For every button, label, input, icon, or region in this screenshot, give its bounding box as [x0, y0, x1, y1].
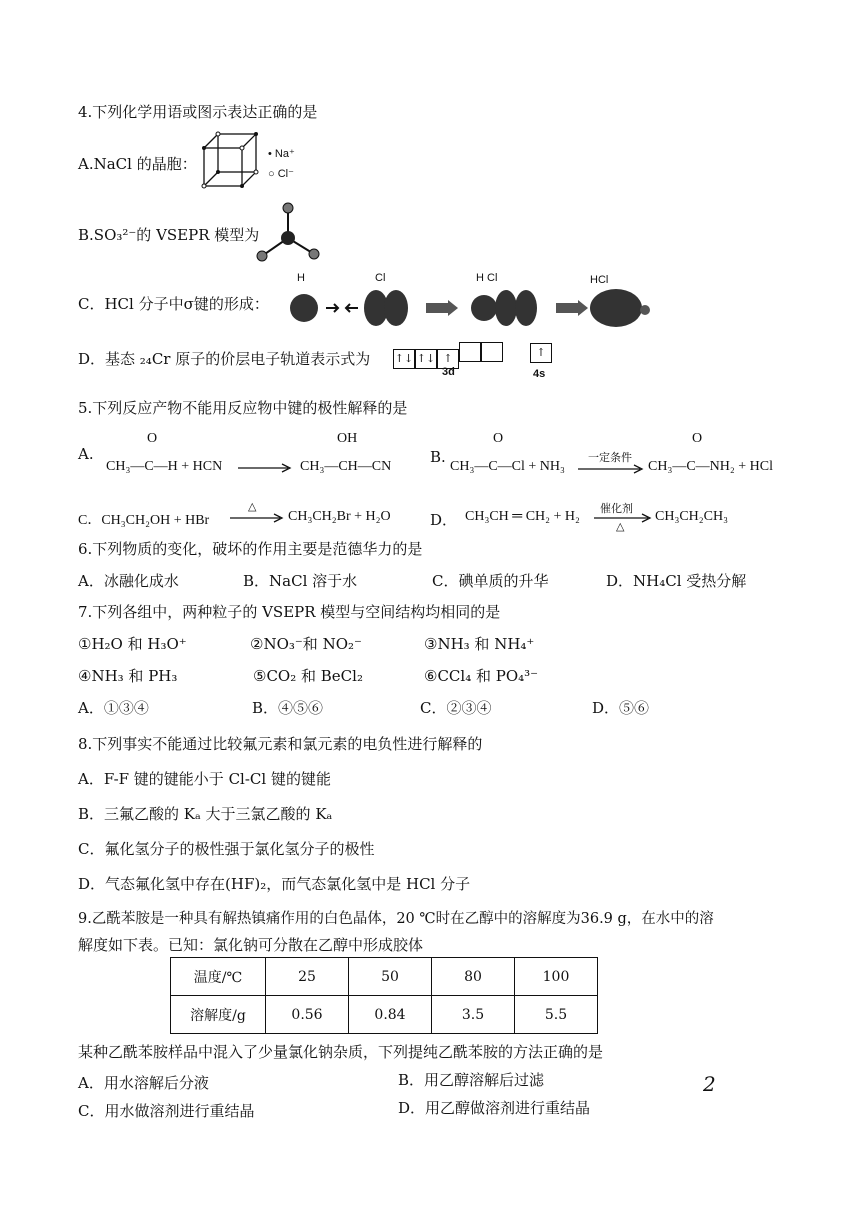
- solubility-table: [170, 957, 598, 1034]
- table-cell: 100: [515, 958, 598, 996]
- heat-condition: △: [616, 521, 625, 533]
- 3d-orbital-boxes: [393, 342, 503, 369]
- orbital-box: [459, 342, 481, 362]
- carbonyl-o: O: [147, 431, 158, 446]
- q5-a-product: CH₃—CH—CN: [300, 459, 392, 474]
- q5-option-b-label: B.: [430, 448, 446, 466]
- table-cell: 50: [349, 958, 432, 996]
- q6-option-b: B．NaCl 溶于水: [243, 572, 358, 590]
- q4-option-c: C．HCl 分子中σ键的形成：: [78, 295, 269, 313]
- table-cell: 温度/℃: [171, 958, 266, 996]
- catalyst-condition: 催化剂: [600, 503, 633, 515]
- sigma-bond-formation-diagram: [286, 284, 656, 332]
- q4-option-d: D．基态 ₂₄Cr 原子的价层电子轨道表示式为: [78, 350, 371, 368]
- nacl-unit-cell-diagram: [200, 128, 264, 190]
- table-cell: 5.5: [515, 996, 598, 1034]
- q7-pair-4: ④NH₃ 和 PH₃: [78, 667, 178, 685]
- q7-pair-3: ③NH₃ 和 NH₄⁺: [424, 635, 535, 653]
- q6-option-c: C．碘单质的升华: [432, 572, 549, 590]
- q5-option-c: C．CH₃CH₂OH + HBr: [78, 513, 210, 528]
- q7-stem: 7.下列各组中，两种粒子的 VSEPR 模型与空间结构均相同的是: [78, 603, 501, 621]
- q9-option-a: A．用水溶解后分液: [78, 1074, 209, 1092]
- reaction-condition: 一定条件: [588, 452, 632, 464]
- q4-stem: 4.下列化学用语或图示表达正确的是: [78, 103, 318, 121]
- handwritten-page-mark: 2: [703, 1072, 716, 1096]
- h-label: H: [297, 272, 305, 284]
- q4-option-b: B.SO₃²⁻的 VSEPR 模型为: [78, 226, 260, 244]
- q5-option-a-label: A.: [78, 445, 94, 463]
- q5-d-product: CH₃CH₂CH₃: [655, 509, 728, 524]
- hcl-label: HCl: [590, 274, 609, 286]
- q5-b-reactant: CH₃—C—Cl + NH₃: [450, 459, 565, 474]
- q9-option-b: B．用乙醇溶解后过滤: [398, 1071, 545, 1089]
- orbital-box: ↑: [530, 343, 552, 363]
- table-cell: 3.5: [432, 996, 515, 1034]
- 4s-label: 4s: [533, 368, 546, 380]
- q4-option-a: A.NaCl 的晶胞：: [78, 155, 197, 173]
- carbonyl-o: O: [692, 431, 703, 446]
- q9-stem-line3: 某种乙酰苯胺样品中混入了少量氯化钠杂质，下列提纯乙酰苯胺的方法正确的是: [78, 1043, 604, 1061]
- orbital-box: ↑↓: [393, 349, 415, 369]
- q8-option-c: C．氟化氢分子的极性强于氯化氢分子的极性: [78, 840, 375, 858]
- q8-option-b: B．三氟乙酸的 Kₐ 大于三氯乙酸的 Kₐ: [78, 805, 333, 823]
- orbital-box: [481, 342, 503, 362]
- q9-stem-line1: 9.乙酰苯胺是一种具有解热镇痛作用的白色晶体，20 ℃时在乙醇中的溶解度为36.9 g，在水中的溶: [78, 911, 714, 927]
- q8-option-d: D．气态氟化氢中存在(HF)₂，而气态氯化氢中是 HCl 分子: [78, 875, 471, 893]
- q9-option-d: D．用乙醇做溶剂进行重结晶: [398, 1099, 591, 1117]
- q5-a-reactant: CH₃—C—H + HCN: [106, 459, 223, 474]
- table-cell: 25: [266, 958, 349, 996]
- q7-pair-6: ⑥CCl₄ 和 PO₄³⁻: [424, 667, 539, 685]
- 4s-orbital-box: [530, 342, 552, 363]
- table-row: [171, 996, 598, 1034]
- heat-condition: △: [248, 501, 257, 513]
- cl-legend: ○ Cl⁻: [268, 168, 294, 180]
- q5-option-d-label: D．: [430, 511, 458, 529]
- q7-pair-2: ②NO₃⁻和 NO₂⁻: [250, 635, 362, 653]
- q8-option-a: A．F-F 键的键能小于 Cl-Cl 键的键能: [78, 770, 331, 788]
- q9-stem-line2: 解度如下表。已知：氯化钠可分散在乙醇中形成胶体: [78, 936, 424, 954]
- q7-option-d: D．⑤⑥: [592, 699, 650, 717]
- hydroxyl-oh: OH: [337, 431, 358, 446]
- 3d-label: 3d: [442, 366, 455, 378]
- table-cell: 溶解度/g: [171, 996, 266, 1034]
- q6-stem: 6.下列物质的变化，破坏的作用主要是范德华力的是: [78, 540, 423, 558]
- cl-label: Cl: [375, 272, 386, 284]
- table-cell: 80: [432, 958, 515, 996]
- orbital-box: ↑↓: [415, 349, 437, 369]
- q5-stem: 5.下列反应产物不能用反应物中键的极性解释的是: [78, 399, 408, 417]
- reaction-arrow: [578, 463, 644, 475]
- orbital-box: ↑: [437, 349, 459, 369]
- q6-option-d: D．NH₄Cl 受热分解: [606, 572, 747, 590]
- table-row: [171, 958, 598, 996]
- q5-d-reactant: CH₃CH ═ CH₂ + H₂: [465, 509, 580, 524]
- carbonyl-o: O: [493, 431, 504, 446]
- q7-option-a: A．①③④: [78, 699, 149, 717]
- vsepr-model-diagram: [252, 200, 324, 266]
- reaction-arrow: [230, 512, 284, 524]
- q5-c-product: CH₃CH₂Br + H₂O: [288, 509, 391, 524]
- q7-option-c: C．②③④: [420, 699, 492, 717]
- q5-b-product: CH₃—C—NH₂ + HCl: [648, 459, 774, 474]
- q9-option-c: C．用水做溶剂进行重结晶: [78, 1102, 255, 1120]
- table-cell: 0.84: [349, 996, 432, 1034]
- table-cell: 0.56: [266, 996, 349, 1034]
- q7-pair-5: ⑤CO₂ 和 BeCl₂: [253, 667, 363, 685]
- q7-pair-1: ①H₂O 和 H₃O⁺: [78, 635, 187, 653]
- hcl-atoms-label: H Cl: [476, 272, 498, 284]
- q8-stem: 8.下列事实不能通过比较氟元素和氯元素的电负性进行解释的: [78, 735, 483, 753]
- q7-option-b: B．④⑤⑥: [252, 699, 324, 717]
- reaction-arrow: [238, 462, 292, 474]
- na-legend: • Na⁺: [268, 148, 295, 160]
- q6-option-a: A．冰融化成水: [78, 572, 179, 590]
